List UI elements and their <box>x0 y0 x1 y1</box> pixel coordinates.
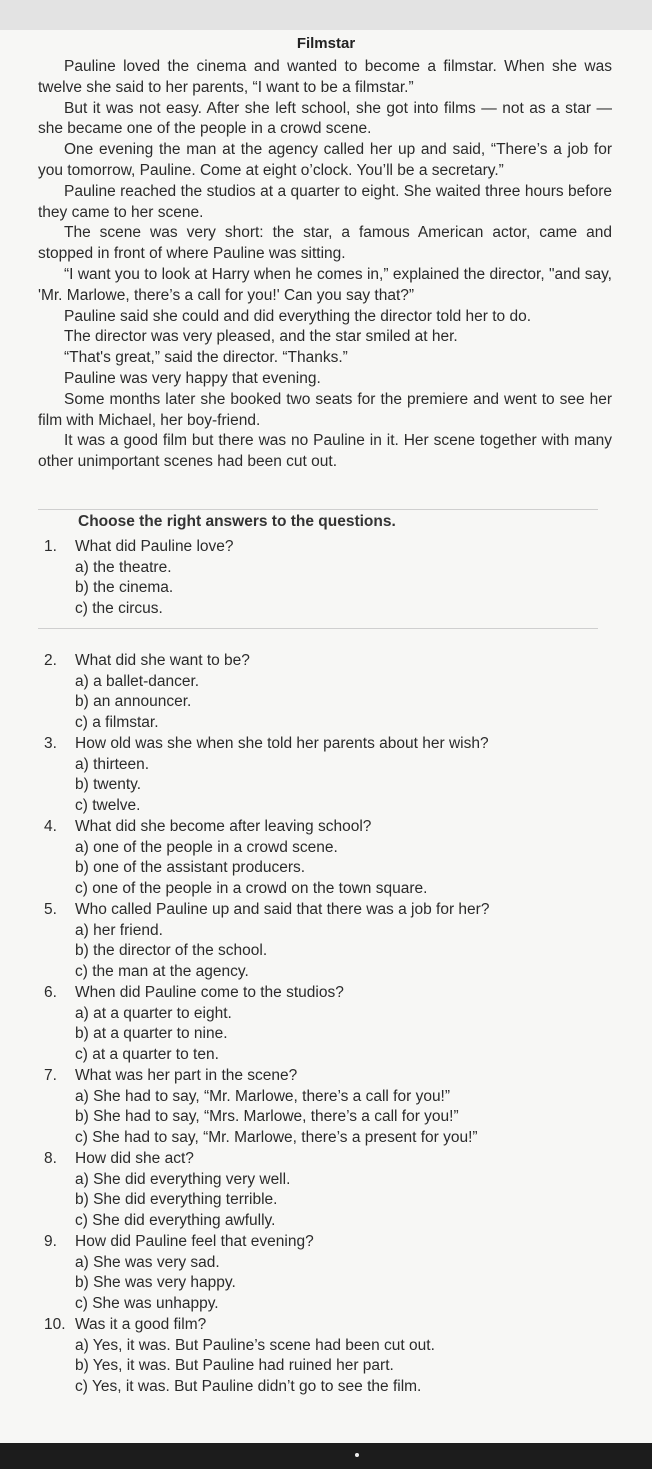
answer-option[interactable]: b) one of the assistant producers. <box>75 859 306 876</box>
answer-option[interactable]: b) She did everything terrible. <box>75 1191 278 1208</box>
question-text: What did Pauline love? <box>75 538 234 555</box>
worksheet-page <box>0 30 652 1443</box>
answer-option[interactable]: a) She had to say, “Mr. Marlowe, there’s a call for you!” <box>75 1087 451 1105</box>
answer-option[interactable]: a) She did everything very well. <box>75 1170 291 1188</box>
story-paragraph: Pauline loved the cinema and wanted to become a filmstar. When she was twelve she said to her parents, “I want to be a filmstar.” <box>38 58 612 96</box>
question-number: 10. <box>44 1316 66 1333</box>
answer-option[interactable]: b) She was very happy. <box>75 1274 236 1291</box>
question-number: 9. <box>44 1233 57 1250</box>
story-paragraph: Some months later she booked two seats for the premiere and went to see her film with Michael, her boy-friend. <box>38 390 612 429</box>
story-paragraph: “That's great,” said the director. “Thanks.” <box>64 349 348 367</box>
answer-option[interactable]: c) the man at the agency. <box>75 962 249 980</box>
question-number: 6. <box>44 984 57 1001</box>
story-paragraph: Pauline reached the studios at a quarter to eight. She waited three hours before they came to her scene. <box>38 182 612 221</box>
answer-option[interactable]: c) a filmstar. <box>75 713 159 731</box>
answer-option[interactable]: b) the cinema. <box>75 579 174 596</box>
story-paragraph: Pauline said she could and did everything the director told her to do. <box>64 307 532 325</box>
question-6 <box>44 983 604 1065</box>
question-number: 7. <box>44 1067 57 1084</box>
answer-option[interactable]: b) the director of the school. <box>75 942 268 959</box>
question-3 <box>44 734 604 816</box>
page-indicator-icon <box>355 1453 359 1457</box>
divider <box>38 509 598 510</box>
question-7 <box>44 1066 604 1148</box>
answer-option[interactable]: c) She had to say, “Mr. Marlowe, there’s a present for you!” <box>75 1128 478 1146</box>
answer-option[interactable]: c) twelve. <box>75 796 141 814</box>
question-number: 3. <box>44 735 57 752</box>
question-number: 2. <box>44 652 57 669</box>
answer-option[interactable]: a) the theatre. <box>75 558 172 576</box>
question-text: How did Pauline feel that evening? <box>75 1233 314 1250</box>
question-8 <box>44 1149 604 1231</box>
story-paragraph: The director was very pleased, and the star smiled at her. <box>64 328 458 346</box>
answer-option[interactable]: a) She was very sad. <box>75 1253 220 1271</box>
story-paragraph: But it was not easy. After she left school, she got into films — not as a star — she became one of the people in a crowd scene. <box>38 99 612 138</box>
story-paragraph: The scene was very short: the star, a famous American actor, came and stopped in front of where Pauline was sitting. <box>38 224 612 263</box>
story-paragraph: “I want you to look at Harry when he comes in,” explained the director, "and say, 'Mr. Marlowe, there’s a call for you!' Can you say that?” <box>38 265 612 304</box>
instruction: Choose the right answers to the questions. <box>78 513 396 530</box>
answer-option[interactable]: c) at a quarter to ten. <box>75 1045 219 1063</box>
question-10 <box>44 1315 604 1397</box>
story-paragraph: It was a good film but there was no Pauline in it. Her scene together with many other unimportant scenes had been cut out. <box>38 432 612 471</box>
answer-option[interactable]: a) Yes, it was. But Pauline’s scene had been cut out. <box>75 1336 435 1354</box>
question-2 <box>44 651 604 733</box>
question-text: Was it a good film? <box>75 1316 207 1333</box>
answer-option[interactable]: a) her friend. <box>75 921 163 939</box>
answer-option[interactable]: b) at a quarter to nine. <box>75 1025 228 1042</box>
question-text: What was her part in the scene? <box>75 1067 298 1084</box>
answer-option[interactable]: a) one of the people in a crowd scene. <box>75 838 338 856</box>
story-title: Filmstar <box>296 35 356 52</box>
question-text: How old was she when she told her parents about her wish? <box>75 735 489 752</box>
answer-option[interactable]: b) an announcer. <box>75 693 192 710</box>
question-text: Who called Pauline up and said that there was a job for her? <box>75 901 490 918</box>
answer-option[interactable]: c) the circus. <box>75 599 163 617</box>
answer-option[interactable]: c) Yes, it was. But Pauline didn’t go to see the film. <box>75 1377 422 1395</box>
question-text: When did Pauline come to the studios? <box>75 984 344 1001</box>
question-5 <box>44 900 604 982</box>
answer-option[interactable]: c) She was unhappy. <box>75 1294 219 1312</box>
question-text: What did she become after leaving school? <box>75 818 372 835</box>
question-number: 8. <box>44 1150 57 1167</box>
question-text: How did she act? <box>75 1150 194 1167</box>
question-number: 1. <box>44 538 57 555</box>
answer-option[interactable]: b) She had to say, “Mrs. Marlowe, there’s a call for you!” <box>75 1108 459 1125</box>
story-paragraph: Pauline was very happy that evening. <box>64 369 321 387</box>
question-1 <box>44 537 604 619</box>
story-text <box>38 57 612 473</box>
answer-option[interactable]: b) twenty. <box>75 776 142 793</box>
divider <box>38 628 598 629</box>
answer-option[interactable]: b) Yes, it was. But Pauline had ruined her part. <box>75 1357 394 1374</box>
answer-option[interactable]: a) thirteen. <box>75 755 150 773</box>
story-paragraph: One evening the man at the agency called her up and said, “There’s a job for you tomorrow, Pauline. Come at eight o’clock. You’ll be a secretary.” <box>38 141 612 179</box>
answer-option[interactable]: c) She did everything awfully. <box>75 1211 276 1229</box>
answer-option[interactable]: a) a ballet-dancer. <box>75 672 200 690</box>
top-bar <box>0 0 652 30</box>
question-4 <box>44 817 604 899</box>
question-text: What did she want to be? <box>75 652 250 669</box>
answer-option[interactable]: c) one of the people in a crowd on the town square. <box>75 879 428 897</box>
answer-option[interactable]: a) at a quarter to eight. <box>75 1004 232 1022</box>
question-number: 5. <box>44 901 57 918</box>
bottom-bar <box>0 1443 652 1469</box>
question-number: 4. <box>44 818 57 835</box>
question-9 <box>44 1232 604 1314</box>
